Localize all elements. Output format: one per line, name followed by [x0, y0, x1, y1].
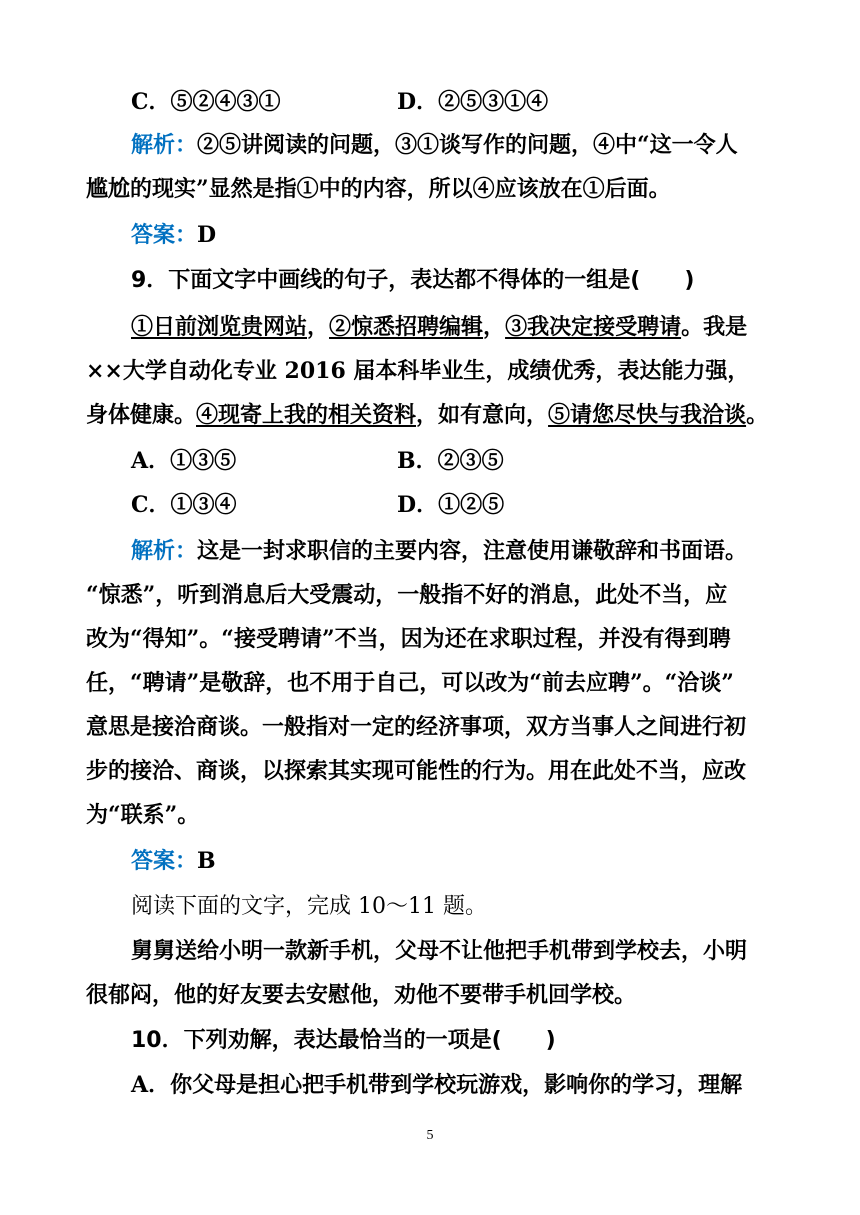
q9-sentence-2: ②惊悉招聘编辑	[329, 314, 484, 340]
q9-analysis-line-1	[131, 536, 778, 567]
q9-passage-line-2: ××大学自动化专业 2016 届本科毕业生，成绩优秀，表达能力强，	[86, 358, 750, 384]
q9-passage-text: 身体健康。	[86, 402, 197, 428]
q9-passage-text: ，如有意向，	[416, 402, 549, 428]
q9-analysis-line-4: 任，“聘请”是敬辞，也不用于自己，可以改为“前去应聘”。“洽谈”	[86, 670, 734, 696]
q9-option-a: A．①③⑤	[131, 448, 237, 474]
q9-sentence-5: ⑤请您尽快与我洽谈	[548, 402, 747, 428]
page-number: 5	[426, 1128, 434, 1143]
q9-analysis-text: 这是一封求职信的主要内容，注意使用谦敬辞和书面语。	[197, 538, 748, 564]
punct: ，	[483, 314, 506, 340]
q9-analysis-line-7: 为“联系”。	[86, 802, 200, 828]
q9-option-b: B．②③⑤	[397, 448, 504, 474]
q9-passage-line-1	[131, 312, 778, 342]
reading-intro: 阅读下面的文字，完成 10～11 题。	[131, 894, 487, 919]
reading-passage-line-1: 舅舅送给小明一款新手机，父母不让他把手机带到学校去，小明	[131, 938, 748, 964]
q9-stem: 9．下面文字中画线的句子，表达都不得体的一组是( )	[131, 268, 695, 293]
q8-option-d: D．②⑤③①④	[397, 89, 549, 115]
analysis-label: 解析：	[131, 539, 198, 564]
analysis-label: 解析：	[131, 133, 198, 158]
q9-option-c: C．①③④	[131, 492, 237, 518]
q8-analysis-text-1: ②⑤讲阅读的问题，③①谈写作的问题，④中“这一令人	[197, 132, 738, 158]
q8-option-c: C．⑤②④③①	[131, 89, 281, 115]
q9-option-d: D．①②⑤	[397, 492, 505, 518]
q9-passage-tail-1: 。我是	[681, 314, 748, 340]
reading-passage-line-2: 很郁闷，他的好友要去安慰他，劝他不要带手机回学校。	[86, 982, 637, 1008]
punct: ，	[307, 314, 330, 340]
q10-option-a: A．你父母是担心把手机带到学校玩游戏，影响你的学习，理解	[131, 1072, 743, 1098]
q9-answer	[131, 846, 778, 877]
q8-answer-value: D	[197, 222, 217, 248]
q9-sentence-3: ③我决定接受聘请	[505, 314, 682, 340]
q10-stem: 10．下列劝解，表达最恰当的一项是( )	[131, 1028, 556, 1053]
q9-analysis-line-6: 步的接洽、商谈，以探索其实现可能性的行为。用在此处不当，应改	[86, 758, 747, 784]
punct: 。	[746, 402, 769, 428]
q9-sentence-1: ①日前浏览贵网站	[131, 314, 308, 340]
q9-passage-line-3	[86, 400, 778, 430]
q9-answer-value: B	[197, 848, 216, 874]
q9-sentence-4: ④现寄上我的相关资料	[196, 402, 417, 428]
q8-analysis-line-2: 尴尬的现实”显然是指①中的内容，所以④应该放在①后面。	[86, 176, 671, 202]
answer-label: 答案：	[131, 849, 198, 874]
q9-analysis-line-5: 意思是接洽商谈。一般指对一定的经济事项，双方当事人之间进行初	[86, 714, 747, 740]
q9-analysis-line-3: 改为“得知”。“接受聘请”不当，因为还在求职过程，并没有得到聘	[86, 626, 731, 652]
q9-analysis-line-2: “惊悉”，听到消息后大受震动，一般指不好的消息，此处不当，应	[86, 582, 728, 608]
q8-answer	[131, 220, 778, 251]
answer-label: 答案：	[131, 223, 198, 248]
q8-analysis-line-1	[131, 130, 778, 161]
